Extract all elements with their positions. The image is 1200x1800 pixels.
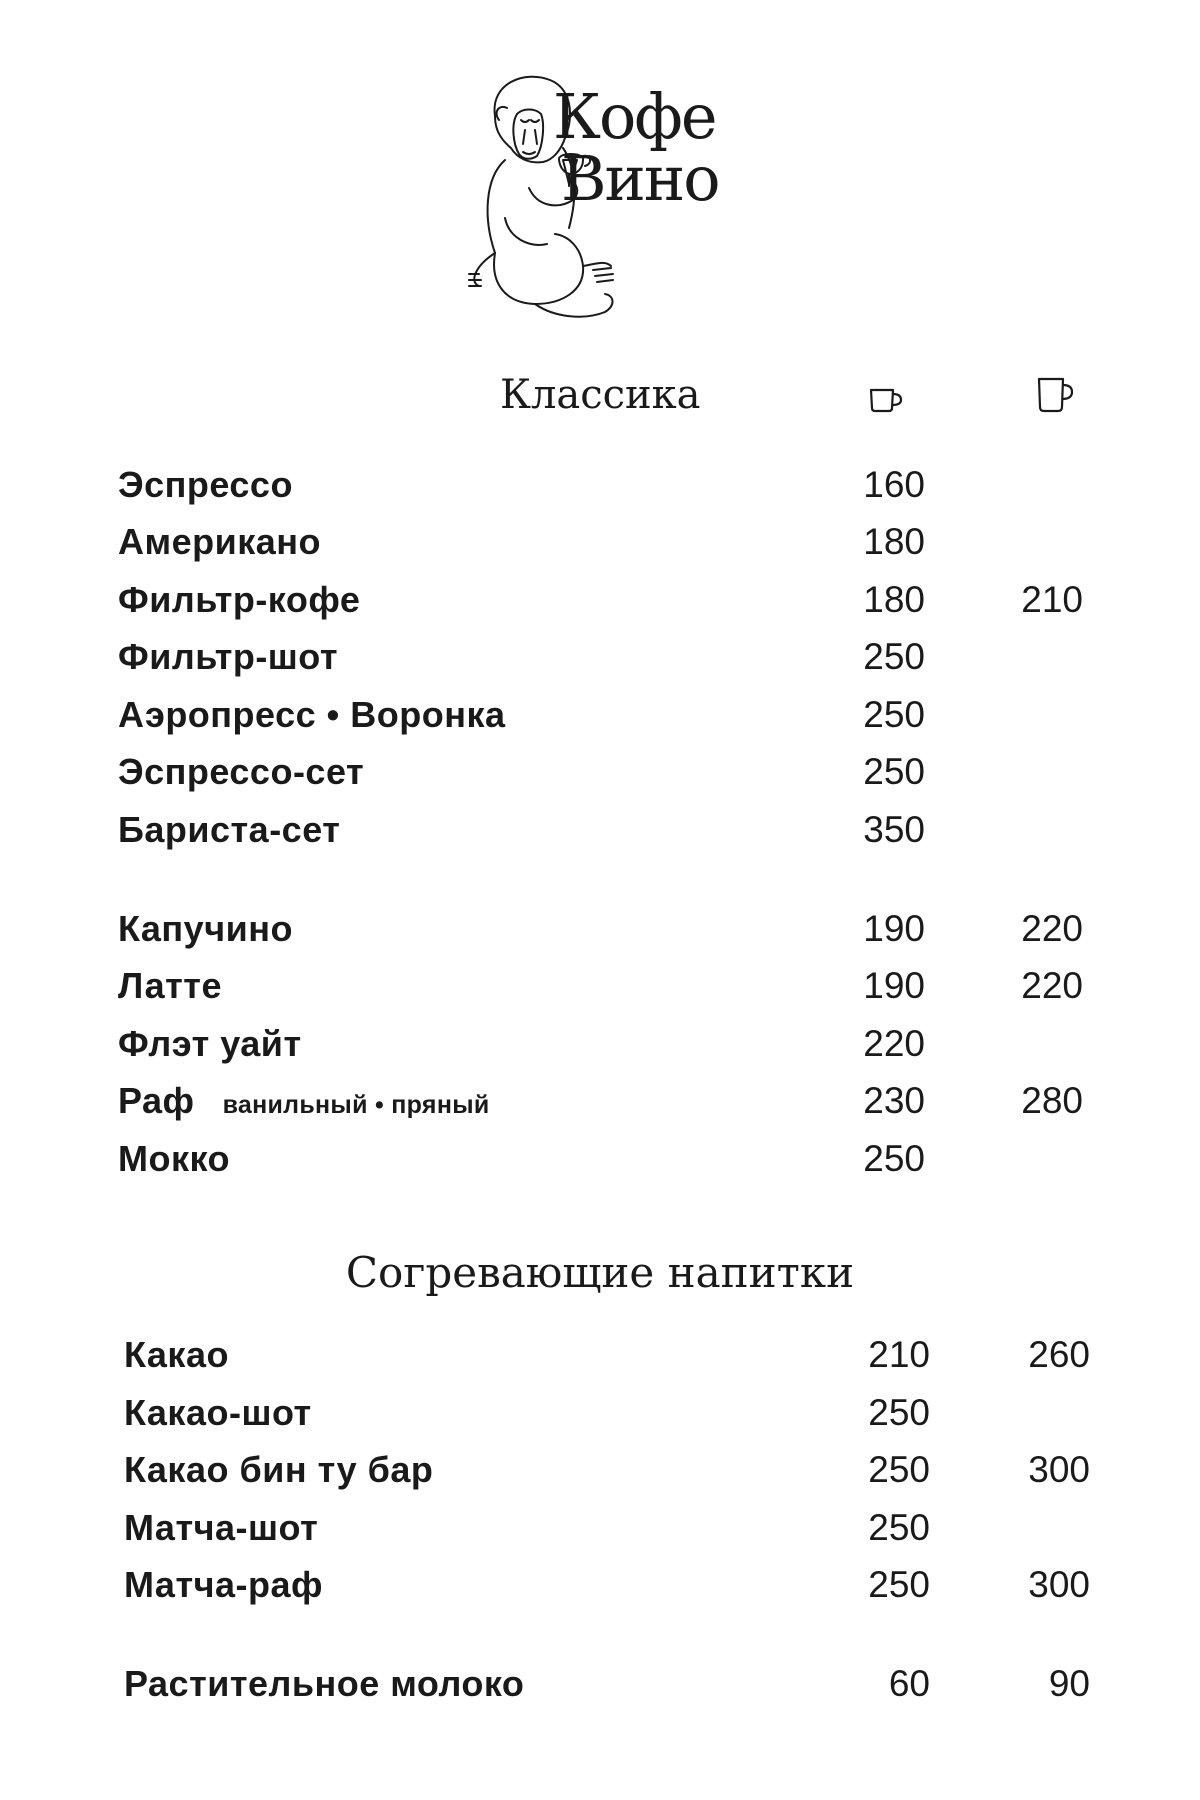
item-name: Флэт уайт: [118, 1023, 302, 1064]
item-name: Матча-раф: [124, 1564, 324, 1605]
menu-item-row: [0, 1020, 1200, 1068]
price-small: 250: [863, 751, 925, 792]
menu-item-row: [0, 748, 1200, 796]
price-small: 250: [868, 1449, 930, 1490]
price-small: 190: [863, 908, 925, 949]
brand-name-line1: Кофе: [553, 80, 716, 153]
price-large: 280: [1021, 1080, 1083, 1121]
price-small: 250: [863, 694, 925, 735]
item-name: Какао-шот: [124, 1392, 312, 1433]
price-large: 300: [1028, 1449, 1090, 1490]
menu-item-row: [0, 1077, 1200, 1125]
menu-item-row: [0, 633, 1200, 681]
menu-item-row: [0, 1561, 1200, 1609]
menu-item-row: [0, 1331, 1200, 1379]
item-name: Растительное молоко: [124, 1663, 525, 1704]
price-small: 250: [868, 1392, 930, 1433]
price-small: 250: [863, 1138, 925, 1179]
item-name: Раф: [118, 1080, 195, 1121]
price-small: 190: [863, 965, 925, 1006]
menu-item-row: [0, 576, 1200, 624]
section-title-warm-drinks: Согревающие напитки: [345, 1248, 855, 1297]
price-small: 230: [863, 1080, 925, 1121]
menu-item-row: [0, 806, 1200, 854]
menu-item-row: [0, 905, 1200, 953]
menu-item-row: [0, 962, 1200, 1010]
item-name: Какао: [124, 1334, 229, 1375]
price-large: 260: [1028, 1334, 1090, 1375]
item-name: Латте: [118, 965, 222, 1006]
item-name: Капучино: [118, 908, 293, 949]
menu-item-row: [0, 1504, 1200, 1552]
brand-name-line2: Вино: [561, 142, 719, 215]
price-large: 210: [1021, 579, 1083, 620]
item-name: Аэропресс • Воронка: [118, 694, 506, 735]
menu-item-row: [0, 1135, 1200, 1183]
price-small: 350: [863, 809, 925, 850]
price-small: 250: [863, 636, 925, 677]
item-name: Эспрессо-сет: [118, 751, 365, 792]
item-subtitle: ванильный • пряный: [222, 1091, 490, 1119]
price-small: 250: [868, 1564, 930, 1605]
item-name: Эспрессо: [118, 464, 293, 505]
item-name: Мокко: [118, 1138, 231, 1179]
price-large: 90: [1048, 1663, 1090, 1704]
item-name: Какао бин ту бар: [124, 1449, 434, 1490]
item-name: Бариста-сет: [118, 809, 341, 850]
menu-item-row: [0, 1389, 1200, 1437]
brand-logo: [465, 68, 765, 330]
price-small: 60: [888, 1663, 930, 1704]
menu-item-row: [0, 691, 1200, 739]
menu-item-row: [0, 1660, 1200, 1708]
price-large: 220: [1021, 908, 1083, 949]
menu-item-row: [0, 518, 1200, 566]
menu-item-row: [0, 461, 1200, 509]
price-small: 220: [863, 1023, 925, 1064]
price-small: 180: [863, 521, 925, 562]
price-small: 180: [863, 579, 925, 620]
price-small: 160: [863, 464, 925, 505]
price-small: 210: [868, 1334, 930, 1375]
section-title-classic: Классика: [500, 372, 701, 418]
menu-item-row: [0, 1446, 1200, 1494]
item-name: Матча-шот: [124, 1507, 319, 1548]
item-name: Американо: [118, 521, 322, 562]
price-small: 250: [868, 1507, 930, 1548]
price-large: 220: [1021, 965, 1083, 1006]
small-cup-icon: [868, 384, 904, 414]
price-large: 300: [1028, 1564, 1090, 1605]
item-name: Фильтр-кофе: [118, 579, 361, 620]
large-cup-icon: [1035, 375, 1075, 415]
item-name: Фильтр-шот: [118, 636, 339, 677]
item-name-raf: [118, 1077, 490, 1129]
